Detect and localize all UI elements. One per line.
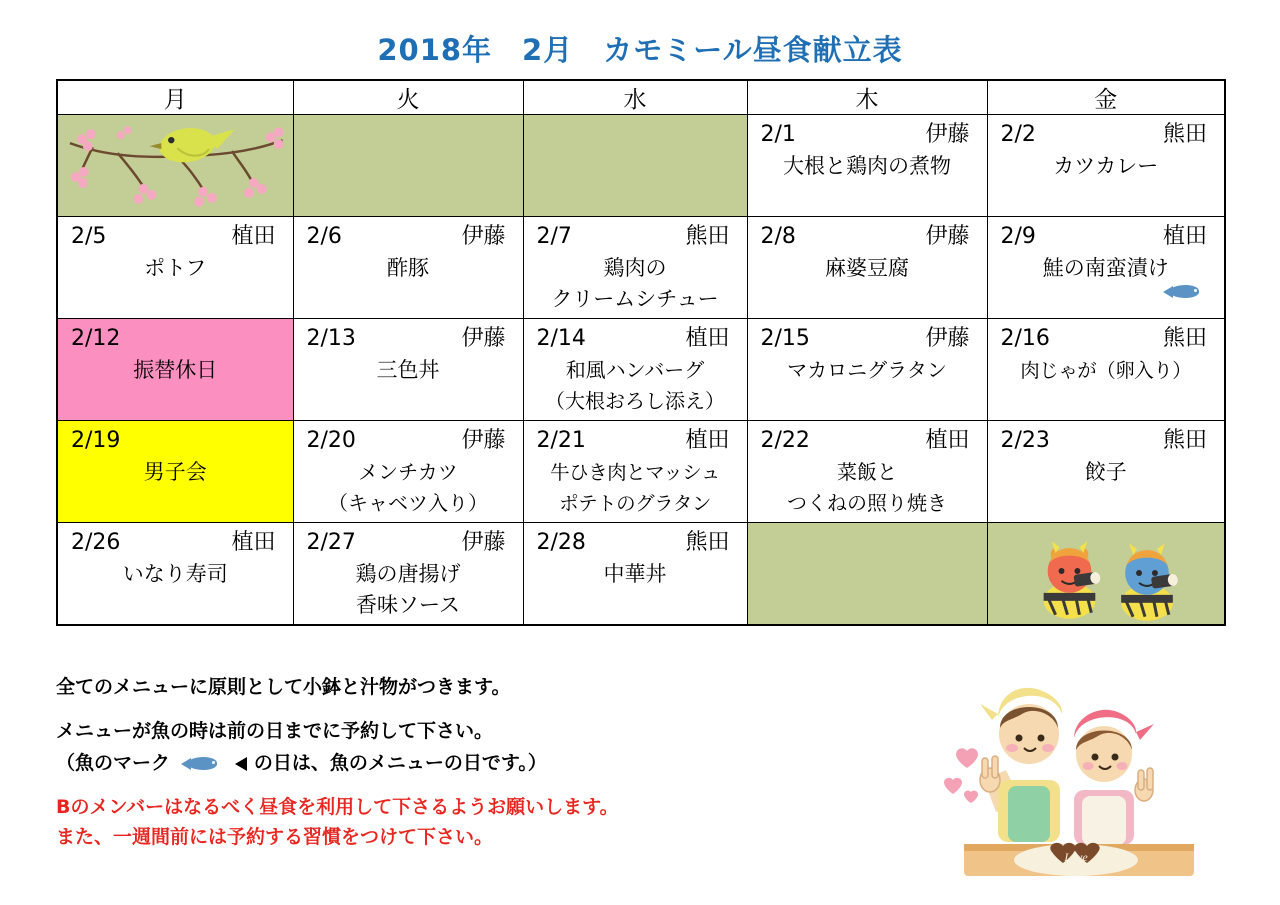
weekday-header-row: [57, 80, 1225, 115]
day-cell-2-8: [747, 217, 987, 319]
calendar-container: [0, 79, 1280, 626]
day-cell-2-14: [523, 319, 747, 421]
cell-staff: 伊藤: [925, 224, 970, 249]
two-children-with-cake-icon: [924, 662, 1224, 887]
setsubun-oni-icon: [988, 523, 1225, 624]
fish-icon: [181, 757, 223, 771]
day-cell-2-2: [987, 115, 1225, 217]
cell-date: 2/21: [536, 428, 586, 453]
weekday-header-wed: 水: [523, 80, 747, 115]
cell-staff: 植田: [685, 428, 730, 453]
empty-cell: [747, 523, 987, 626]
cell-menu-line: 三色丼: [376, 358, 440, 382]
cell-staff: 植田: [925, 428, 970, 453]
notes-block: [56, 672, 856, 852]
cell-menu-line: 牛ひき肉とマッシュ: [550, 461, 720, 484]
cell-menu-line: マカロニグラタン: [787, 358, 947, 382]
cell-staff: 植田: [231, 224, 276, 249]
cell-staff: 伊藤: [925, 122, 970, 147]
cell-date: 2/8: [760, 224, 796, 249]
note-line-3-after: の日は、魚のメニューの日です。）: [253, 752, 547, 774]
cell-staff: 伊藤: [461, 224, 506, 249]
cell-staff: 熊田: [1162, 428, 1207, 453]
cell-menu-line: 麻婆豆腐: [825, 256, 909, 280]
day-cell-2-27: [293, 523, 523, 626]
arrow-left-icon: [235, 757, 247, 771]
day-cell-2-9: [987, 217, 1225, 319]
calendar-week-row: [57, 421, 1225, 523]
cell-date: 2/5: [71, 224, 107, 249]
illustration-cell-bird: [57, 115, 293, 217]
note-red-line-1: Bのメンバーはなるべく昼食を利用して下さるようお願いします。: [56, 796, 619, 818]
day-cell-2-20: [293, 421, 523, 523]
cell-menu-line: ポテトのグラタン: [559, 492, 711, 515]
cell-menu-line: カツカレー: [1053, 154, 1159, 178]
weekday-header-thu: 木: [747, 80, 987, 115]
cell-menu-line: 振替休日: [133, 358, 218, 382]
cell-menu-line: 鶏の唐揚げ: [355, 562, 461, 586]
cell-staff: 植田: [231, 530, 276, 555]
illustration-cell-oni: [987, 523, 1225, 626]
note-line-3: [56, 748, 856, 778]
cell-date: 2/12: [71, 326, 121, 351]
cell-menu-line: 香味ソース: [356, 593, 460, 617]
cell-staff: 植田: [1162, 224, 1207, 249]
cell-staff: 熊田: [1162, 122, 1207, 147]
cell-menu-line: 大根と鶏肉の煮物: [783, 154, 951, 178]
cell-menu-line: メンチカツ: [358, 460, 458, 484]
day-cell-2-12: [57, 319, 293, 421]
cell-menu-line: 餃子: [1084, 460, 1127, 484]
cell-date: 2/20: [306, 428, 356, 453]
day-cell-2-23: [987, 421, 1225, 523]
cell-date: 2/26: [71, 530, 121, 555]
note-line-1: 全てのメニューに原則として小鉢と汁物がつきます。: [56, 676, 511, 698]
cell-date: 2/15: [760, 326, 810, 351]
weekday-header-tue: 火: [293, 80, 523, 115]
cell-date: 2/6: [306, 224, 342, 249]
day-cell-2-21: [523, 421, 747, 523]
cell-menu-line: ポトフ: [144, 256, 207, 280]
cell-menu-line: （キャベツ入り）: [328, 491, 488, 515]
day-cell-2-1: [747, 115, 987, 217]
cell-staff: 植田: [685, 326, 730, 351]
cell-menu-line: 男子会: [143, 460, 207, 484]
cell-date: 2/23: [1000, 428, 1050, 453]
cell-date: 2/1: [760, 122, 796, 147]
day-cell-2-16: [987, 319, 1225, 421]
note-spacer: [56, 780, 856, 792]
cell-menu-line: 酢豚: [387, 256, 429, 280]
day-cell-2-13: [293, 319, 523, 421]
cell-menu-line: 肉じゃが（卵入り）: [1020, 359, 1192, 382]
cell-menu-line: 鮭の南蛮漬け: [1042, 256, 1169, 280]
day-cell-2-6: [293, 217, 523, 319]
cell-date: 2/14: [536, 326, 586, 351]
cell-menu-line: クリームシチュー: [551, 287, 719, 311]
cell-staff: 伊藤: [461, 428, 506, 453]
calendar-week-row: [57, 217, 1225, 319]
day-cell-2-28: [523, 523, 747, 626]
fish-icon: [1163, 285, 1205, 299]
weekday-header-mon: 月: [57, 80, 293, 115]
cell-date: 2/27: [306, 530, 356, 555]
day-cell-2-26: [57, 523, 293, 626]
cell-menu-line: 和風ハンバーグ: [565, 358, 705, 382]
cell-date: 2/7: [536, 224, 572, 249]
cell-menu-line: つくねの照り焼き: [787, 491, 947, 515]
empty-cell: [293, 115, 523, 217]
children-illustration: [924, 662, 1224, 887]
cell-menu-line: 中華丼: [603, 562, 667, 586]
note-line-2: メニューが魚の時は前の日までに予約して下さい。: [56, 720, 494, 742]
cell-date: 2/22: [760, 428, 810, 453]
day-cell-2-5: [57, 217, 293, 319]
cell-menu-line: 菜飯と: [837, 460, 897, 484]
empty-cell: [523, 115, 747, 217]
bird-on-plum-branch-icon: [58, 115, 293, 216]
cell-staff: 伊藤: [461, 530, 506, 555]
cell-date: 2/13: [306, 326, 356, 351]
cell-menu-line: 鶏肉の: [603, 256, 667, 280]
day-cell-2-22: [747, 421, 987, 523]
note-spacer: [56, 704, 856, 716]
note-red-line-2: また、一週間前には予約する習慣をつけて下さい。: [56, 826, 494, 848]
cell-menu-line: （大根おろし添え）: [545, 389, 725, 413]
cell-date: 2/16: [1000, 326, 1050, 351]
day-cell-2-15: [747, 319, 987, 421]
cake-text: Love: [1064, 850, 1088, 864]
cell-date: 2/2: [1000, 122, 1036, 147]
cell-staff: 伊藤: [461, 326, 506, 351]
note-line-3-before: （魚のマーク: [56, 752, 171, 774]
cell-staff: 熊田: [685, 224, 730, 249]
calendar-week-row: [57, 523, 1225, 626]
day-cell-2-7: [523, 217, 747, 319]
cell-staff: 熊田: [1162, 326, 1207, 351]
cell-date: 2/28: [536, 530, 586, 555]
weekday-header-fri: 金: [987, 80, 1225, 115]
menu-calendar-table: [56, 79, 1226, 626]
cell-staff: 伊藤: [925, 326, 970, 351]
calendar-week-row: [57, 319, 1225, 421]
page-title: 2018年 2月 カモミール昼食献立表: [377, 33, 903, 67]
calendar-week-row: [57, 115, 1225, 217]
cell-date: 2/19: [71, 428, 121, 453]
day-cell-2-19: [57, 421, 293, 523]
cell-date: 2/9: [1000, 224, 1036, 249]
cell-menu-line: いなり寿司: [122, 562, 228, 586]
cell-staff: 熊田: [685, 530, 730, 555]
